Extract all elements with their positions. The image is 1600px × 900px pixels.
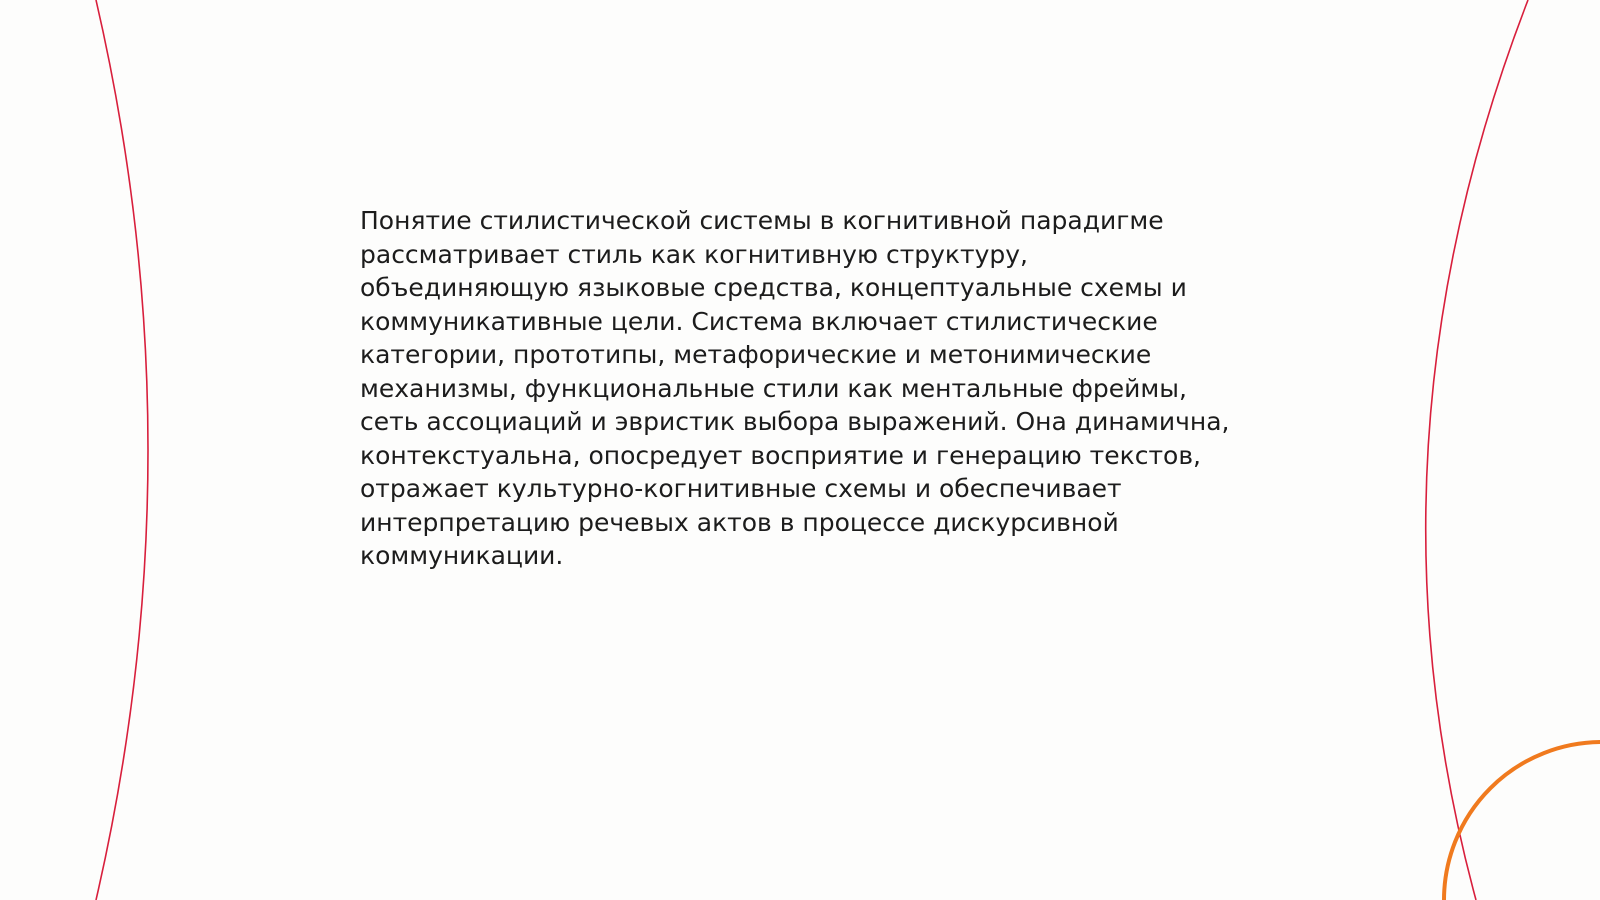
- body-paragraph: Понятие стилистической системы в когнитивной парадигме рассматривает стиль как когнитивную структуру, объединяющую языковые средства, концептуальные схемы и коммуникативные цели. Система включает стилистические категории, прототипы, метафорические и метонимические механизмы, функциональные стили как ментальные фреймы, сеть ассоциаций и эвристик выбора выражений. Она динамична, контекстуальна, опосредует восприятие и генерацию текстов, отражает культурно-когнитивные схемы и обеспечивает интерпретацию речевых актов в процессе дискурсивной коммуникации.: [360, 206, 1230, 570]
- left-curve-decoration: [96, 0, 148, 900]
- right-curve-decoration: [1426, 0, 1528, 900]
- orange-circle-decoration: [1444, 742, 1600, 900]
